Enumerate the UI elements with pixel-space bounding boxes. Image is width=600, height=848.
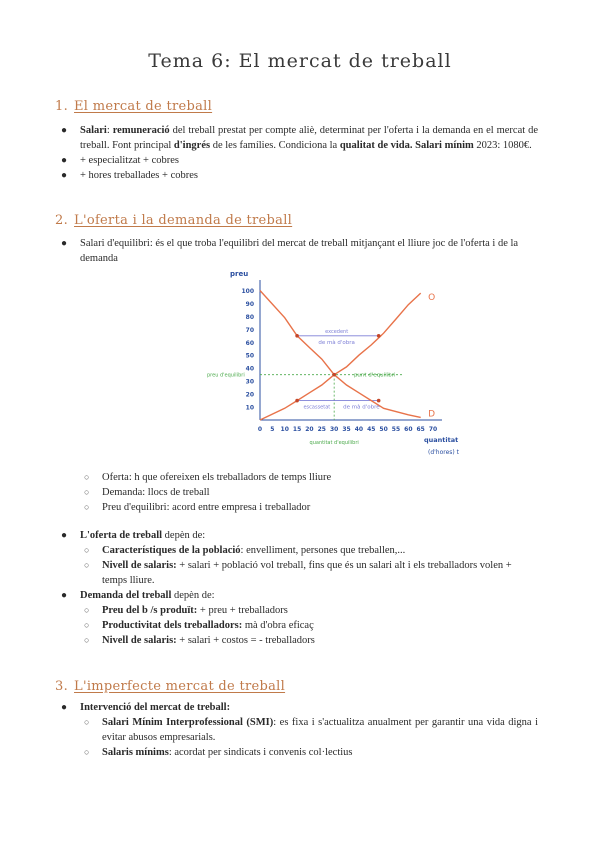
section-heading-1 bbox=[55, 99, 212, 114]
term-qualitat: qualitat de vida. bbox=[339, 140, 413, 151]
text: depèn de: bbox=[171, 590, 215, 601]
bullet-icon: ● bbox=[61, 530, 68, 541]
text: : es fixa i s'actualitza anualment per garantir una vida digna i evitar abusos empresarials. bbox=[102, 717, 538, 743]
section-title: El mercat de treball bbox=[74, 99, 213, 114]
circle-bullet-icon: ○ bbox=[84, 545, 90, 555]
list-item bbox=[58, 745, 538, 760]
y-tick-label: 30 bbox=[245, 378, 254, 386]
circle-bullet-icon: ○ bbox=[84, 472, 90, 482]
x-tick-label: 40 bbox=[354, 426, 364, 433]
list-item bbox=[58, 558, 538, 588]
x-tick-label: 25 bbox=[317, 426, 326, 433]
page-title: Tema 6: El mercat de treball bbox=[148, 50, 452, 72]
bullet-icon: ● bbox=[61, 125, 68, 136]
bullet-icon: ● bbox=[61, 590, 68, 601]
term-salari-minim: Salari mínim bbox=[415, 140, 474, 151]
text: + salari + costos = - treballadors bbox=[176, 635, 315, 646]
text: de les famílies. Condiciona la bbox=[210, 140, 340, 151]
x-tick-label: 65 bbox=[416, 426, 425, 433]
section-title: L'oferta i la demanda de treball bbox=[74, 213, 293, 228]
list-item bbox=[58, 603, 538, 618]
x-axis-unit: (d'hores) t bbox=[428, 449, 460, 456]
escassetat-label: escassetat bbox=[303, 404, 331, 411]
list-item bbox=[58, 500, 538, 515]
demand-curve-label: D bbox=[428, 409, 436, 420]
x-tick-label: 15 bbox=[292, 426, 302, 433]
term-remuneracio: remuneració bbox=[112, 125, 170, 136]
y-tick-label: 10 bbox=[245, 404, 254, 412]
y-tick-label: 70 bbox=[245, 326, 254, 334]
x-tick-label: 35 bbox=[342, 426, 351, 433]
text: Oferta: h que ofereixen els treballadors de temps lliure bbox=[102, 472, 332, 483]
list-item bbox=[58, 123, 538, 153]
bullet-icon: ● bbox=[61, 155, 68, 166]
text: 2023: 1080€. bbox=[473, 140, 532, 151]
y-axis-label: preu bbox=[230, 270, 249, 278]
excedent-label: excedent bbox=[325, 328, 349, 335]
text: : envelliment, persones que treballen,... bbox=[240, 545, 406, 556]
data-point-marker bbox=[295, 334, 299, 338]
circle-bullet-icon: ○ bbox=[84, 635, 90, 645]
term-salari: Salari bbox=[80, 125, 107, 136]
x-tick-label: 30 bbox=[329, 426, 339, 433]
data-point-marker bbox=[295, 399, 299, 403]
list-item bbox=[58, 633, 538, 648]
circle-bullet-icon: ○ bbox=[84, 605, 90, 615]
section-number: 2. bbox=[55, 213, 69, 228]
x-tick-label: 70 bbox=[428, 426, 438, 433]
y-tick-label: 90 bbox=[245, 300, 254, 308]
list-item bbox=[58, 153, 538, 168]
section-1-list bbox=[58, 123, 538, 183]
supply-curve-label: O bbox=[428, 292, 436, 303]
x-tick-label: 10 bbox=[280, 426, 289, 433]
section-2-sublist bbox=[58, 470, 538, 515]
section-2-factors bbox=[58, 528, 538, 648]
text: Demanda: llocs de treball bbox=[102, 487, 210, 498]
text: Preu d'equilibri: acord entre empresa i treballador bbox=[102, 502, 311, 513]
colon: : bbox=[106, 125, 110, 136]
equilibrium-quantity-label: quantitat d'equilibri bbox=[309, 440, 359, 446]
section-2-intro bbox=[58, 236, 538, 266]
list-item bbox=[58, 485, 538, 500]
x-tick-label: 60 bbox=[404, 426, 413, 433]
x-tick-label: 20 bbox=[305, 426, 314, 433]
list-item bbox=[58, 618, 538, 633]
bullet-icon: ● bbox=[61, 170, 68, 181]
term: Productivitat dels treballadors: bbox=[102, 620, 243, 631]
section-3-list bbox=[58, 700, 538, 760]
y-tick-label: 20 bbox=[245, 391, 254, 399]
list-item bbox=[58, 528, 538, 543]
curve-d bbox=[260, 291, 421, 418]
term: Salari Mínim Interprofessional (SMI) bbox=[102, 717, 274, 728]
term: Intervenció del mercat de treball: bbox=[80, 702, 231, 713]
term: Característiques de la població bbox=[102, 545, 241, 556]
text: mà d'obra eficaç bbox=[242, 620, 314, 631]
text: + preu + treballadors bbox=[197, 605, 288, 616]
x-tick-label: 5 bbox=[270, 426, 275, 433]
text: + salari + població vol treball, fins que és un salari alt i els treballadors volen + temps lliure. bbox=[102, 560, 512, 586]
x-tick-label: 45 bbox=[367, 426, 376, 433]
text: Salari d'equilibri: és el que troba l'equilibri del mercat de treball mitjançant el lliure joc de l'oferta i de la demanda bbox=[80, 238, 519, 264]
section-number: 3. bbox=[55, 679, 69, 694]
y-tick-label: 60 bbox=[245, 339, 254, 347]
section-number: 1. bbox=[55, 99, 69, 114]
data-point-marker bbox=[377, 399, 381, 403]
circle-bullet-icon: ○ bbox=[84, 560, 90, 570]
y-tick-label: 100 bbox=[241, 287, 254, 295]
list-item bbox=[58, 700, 538, 715]
list-item bbox=[58, 236, 538, 266]
text: depèn de: bbox=[162, 530, 206, 541]
bullet-icon: ● bbox=[61, 238, 68, 249]
data-point-marker bbox=[377, 334, 381, 338]
x-tick-label: 50 bbox=[379, 426, 388, 433]
equilibrium-price-label: preu d'equilibri bbox=[207, 372, 245, 379]
section-heading-2 bbox=[55, 213, 292, 228]
circle-bullet-icon: ○ bbox=[84, 487, 90, 497]
term: L'oferta de treball bbox=[80, 530, 163, 541]
list-item bbox=[58, 543, 538, 558]
text: + especialitzat + cobres bbox=[80, 155, 180, 166]
y-tick-label: 80 bbox=[245, 313, 254, 321]
list-item bbox=[58, 470, 538, 485]
equilibrium-point-label: punt d'equilibri bbox=[353, 372, 396, 379]
section-heading-3 bbox=[55, 679, 285, 694]
data-point-marker bbox=[332, 373, 336, 377]
supply-demand-chart bbox=[205, 267, 460, 467]
y-tick-label: 50 bbox=[245, 352, 254, 360]
text: del treball prestat per compte aliè, determinat per l'oferta i la demanda en el mercat de treball. Font principal bbox=[80, 125, 538, 151]
text: : acordat per sindicats i convenis col·lectius bbox=[168, 747, 353, 758]
list-item bbox=[58, 588, 538, 603]
term: Preu del b /s produït: bbox=[102, 605, 198, 616]
escassetat-sub-label: de mà d'obre bbox=[343, 404, 380, 411]
term-ingres: d'ingrés bbox=[173, 140, 211, 151]
circle-bullet-icon: ○ bbox=[84, 717, 90, 727]
list-item bbox=[58, 715, 538, 745]
x-tick-label: 55 bbox=[391, 426, 401, 433]
term: Demanda del treball bbox=[80, 590, 172, 601]
circle-bullet-icon: ○ bbox=[84, 620, 90, 630]
circle-bullet-icon: ○ bbox=[84, 502, 90, 512]
excedent-sub-label: de mà d'obra bbox=[318, 339, 355, 346]
bullet-icon: ● bbox=[61, 702, 68, 713]
y-tick-label: 40 bbox=[245, 365, 254, 373]
section-title: L'imperfecte mercat de treball bbox=[74, 679, 286, 694]
circle-bullet-icon: ○ bbox=[84, 747, 90, 757]
term: Salaris mínims bbox=[102, 747, 169, 758]
term: Nivell de salaris: bbox=[102, 560, 177, 571]
text: + hores treballades + cobres bbox=[80, 170, 198, 181]
list-item bbox=[58, 168, 538, 183]
term: Nivell de salaris: bbox=[102, 635, 177, 646]
x-tick-label: 0 bbox=[257, 426, 263, 433]
x-axis-label: quantitat bbox=[424, 436, 459, 444]
